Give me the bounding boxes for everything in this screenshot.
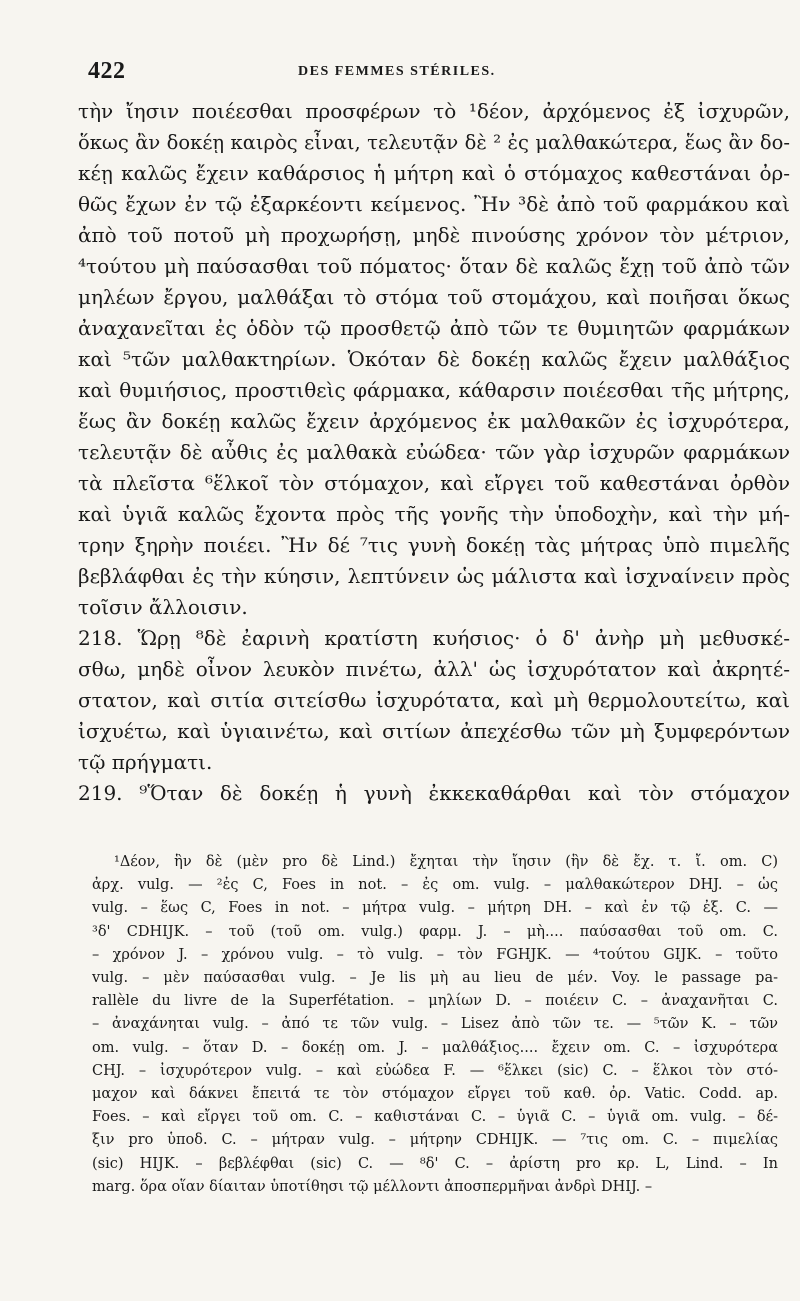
text-line: καὶ ⁵τῶν μαλθακτηρίων. Ὁκόταν δὲ δοκέῃ καλῶς ἔχειν μαλθάξιος: [78, 347, 790, 371]
footnote-line: ξιν pro ὑποδ. C. – μήτραν vulg. – μήτρην CDHIJK. — ⁷τις om. C. – πιμελίας: [92, 1132, 778, 1149]
section-218-line: στατον, καὶ σιτία σιτείσθω ἰσχυρότατα, καὶ μὴ θερμολουτείτω, καὶ: [78, 688, 790, 712]
text-line: ⁴τούτου μὴ παύσασθαι τοῦ πόματος· ὅταν δὲ καλῶς ἔχῃ τοῦ ἀπὸ τῶν: [78, 254, 790, 278]
text-line: καὶ θυμιήσιος, προστιθεὶς φάρμακα, κάθαρσιν ποιέεσθαι τῆς μήτρης,: [78, 378, 790, 402]
section-218-line: τῷ πρήγματι.: [78, 750, 213, 774]
page-number: 422: [88, 58, 126, 84]
text-line: τὰ πλεῖστα ⁶ἕλκοῖ τὸν στόμαχον, καὶ εἴργει τοῦ καθεστάναι ὀρθὸν: [78, 471, 790, 495]
footnote-line: vulg. – ἕως C, Foes in not. – μήτρα vulg. – μήτρη DH. – καὶ ἐν τῷ ἐξ. C. —: [92, 900, 778, 917]
text-line: τελευτᾷν δὲ αὖθις ἐς μαλθακὰ εὐώδεα· τῶν γὰρ ἰσχυρῶν φαρμάκων: [78, 440, 790, 464]
text-line: ὅκως ἂν δοκέῃ καιρὸς εἶναι, τελευτᾷν δὲ ² ἐς μαλθακώτερα, ἕως ἂν δο-: [78, 131, 790, 154]
footnotes: [92, 851, 778, 1199]
footnote-line: (sic) HIJK. – βεβλέφθαι (sic) C. — ⁸δ' C. – ἀρίστη pro κρ. L, Lind. – In: [92, 1155, 778, 1172]
footnote-line: CHJ. – ἰσχυρότερον vulg. – καὶ εὐώδεα F. — ⁶ἕλκει (sic) C. – ἕλκοι τὸν στό-: [92, 1062, 778, 1079]
text-line: κέῃ καλῶς ἔχειν καθάρσιος ἡ μήτρη καὶ ὁ στόμαχος καθεστάναι ὀρ-: [78, 161, 790, 185]
main-text: [78, 96, 790, 809]
section-218-line: ἰσχυέτω, καὶ ὑγιαινέτω, καὶ σιτίων ἀπεχέσθω τῶν μὴ ξυμφερόντων: [78, 719, 790, 743]
footnote-line: Foes. – καὶ εἴργει τοῦ om. C. – καθιστάναι C. – ὑγιᾶ C. – ὑγιᾶ om. vulg. – δέ-: [92, 1109, 778, 1126]
footnote-line: – ἀναχάνηται vulg. – ἀπό τε τῶν vulg. – Lisez ἀπὸ τῶν τε. — ⁵τῶν K. – τῶν: [92, 1016, 778, 1033]
text-line: θῶς ἔχων ἐν τῷ ἐξαρκέοντι κείμενος. Ἢν ³δὲ ἀπὸ τοῦ φαρμάκου καὶ: [78, 192, 790, 216]
footnote-line: ἀρχ. vulg. — ²ἐς C, Foes in not. – ἐς om. vulg. – μαλθακώτερον DHJ. – ὡς: [92, 877, 778, 894]
section-219-line: 219. ⁹Ὅταν δὲ δοκέῃ ἡ γυνὴ ἐκκεκαθάρθαι καὶ τὸν στόμαχον: [78, 781, 790, 805]
footnote-line: vulg. – μὲν παύσασθαι vulg. – Je lis μὴ au lieu de μέν. Voy. le passage pa-: [92, 970, 778, 987]
footnote-line: rallèle du livre de la Superfétation. – μηλίων D. – ποιέειν C. – ἀναχανῆται C.: [92, 993, 778, 1010]
running-head: DES FEMMES STÉRILES.: [298, 64, 496, 79]
text-line: ἀπὸ τοῦ ποτοῦ μὴ προχωρήσῃ, μηδὲ πινούσης χρόνον τὸν μέτριον,: [78, 223, 790, 247]
text-line: μηλέων ἔργου, μαλθάξαι τὸ στόμα τοῦ στομάχου, καὶ ποιῆσαι ὅκως: [78, 285, 790, 309]
text-line: τρην ξηρὴν ποιέει. Ἢν δέ ⁷τις γυνὴ δοκέῃ τὰς μήτρας ὑπὸ πιμελῆς: [78, 533, 790, 557]
footnote-line: ³δ' CDHIJK. – τοῦ (τοῦ om. vulg.) φαρμ. J. – μὴ.... παύσασθαι τοῦ om. C.: [92, 923, 778, 940]
footnote-line: μαχον καὶ δάκνει ἔπειτά τε τὸν στόμαχον εἴργει τοῦ καθ. ὀρ. Vatic. Codd. ap.: [92, 1086, 778, 1103]
footnote-line: ¹Δέον, ἣν δὲ (μὲν pro δὲ Lind.) ἔχηται τὴν ἴησιν (ἣν δὲ ἔχ. τ. ἴ. om. C): [114, 854, 778, 870]
footnote-line: om. vulg. – ὅταν D. – δοκέῃ om. J. – μαλθάξιος.... ἔχειν om. C. – ἰσχυρότερα: [92, 1039, 778, 1056]
text-line: ἀναχανεῖται ἐς ὁδὸν τῷ προσθετῷ ἀπὸ τῶν τε θυμιητῶν φαρμάκων: [78, 316, 790, 340]
footnote-line: – χρόνον J. – χρόνου vulg. – τὸ vulg. – τὸν FGHJK. — ⁴τούτου GIJK. – τοῦτο: [92, 946, 778, 963]
footnote-line: marg. ὅρα οἵαν δίαιταν ὑποτίθησι τῷ μέλλοντι ἀποσπερμῆναι ἀνδρὶ DHIJ. –: [92, 1178, 653, 1195]
section-218-line: σθω, μηδὲ οἶνον λευκὸν πινέτω, ἀλλ' ὡς ἰσχυρότατον καὶ ἀκρητέ-: [78, 657, 790, 681]
text-line: τοῖσιν ἄλλοισιν.: [78, 595, 248, 619]
text-line: βεβλάφθαι ἐς τὴν κύησιν, λεπτύνειν ὡς μάλιστα καὶ ἰσχναίνειν πρὸς: [78, 564, 790, 588]
page-header: [88, 58, 770, 88]
section-218-line: 218. Ὥρῃ ⁸δὲ ἐαρινὴ κρατίστη κυήσιος· ὁ δ' ἀνὴρ μὴ μεθυσκέ-: [78, 626, 790, 650]
text-line: ἕως ἂν δοκέῃ καλῶς ἔχειν ἀρχόμενος ἐκ μαλθακῶν ἐς ἰσχυρότερα,: [78, 409, 790, 433]
text-line: καὶ ὑγιᾶ καλῶς ἔχοντα πρὸς τῆς γονῆς τὴν ὑποδοχὴν, καὶ τὴν μή-: [78, 502, 790, 526]
text-line: τὴν ἴησιν ποιέεσθαι προσφέρων τὸ ¹δέον, ἀρχόμενος ἐξ ἰσχυρῶν,: [78, 99, 790, 123]
